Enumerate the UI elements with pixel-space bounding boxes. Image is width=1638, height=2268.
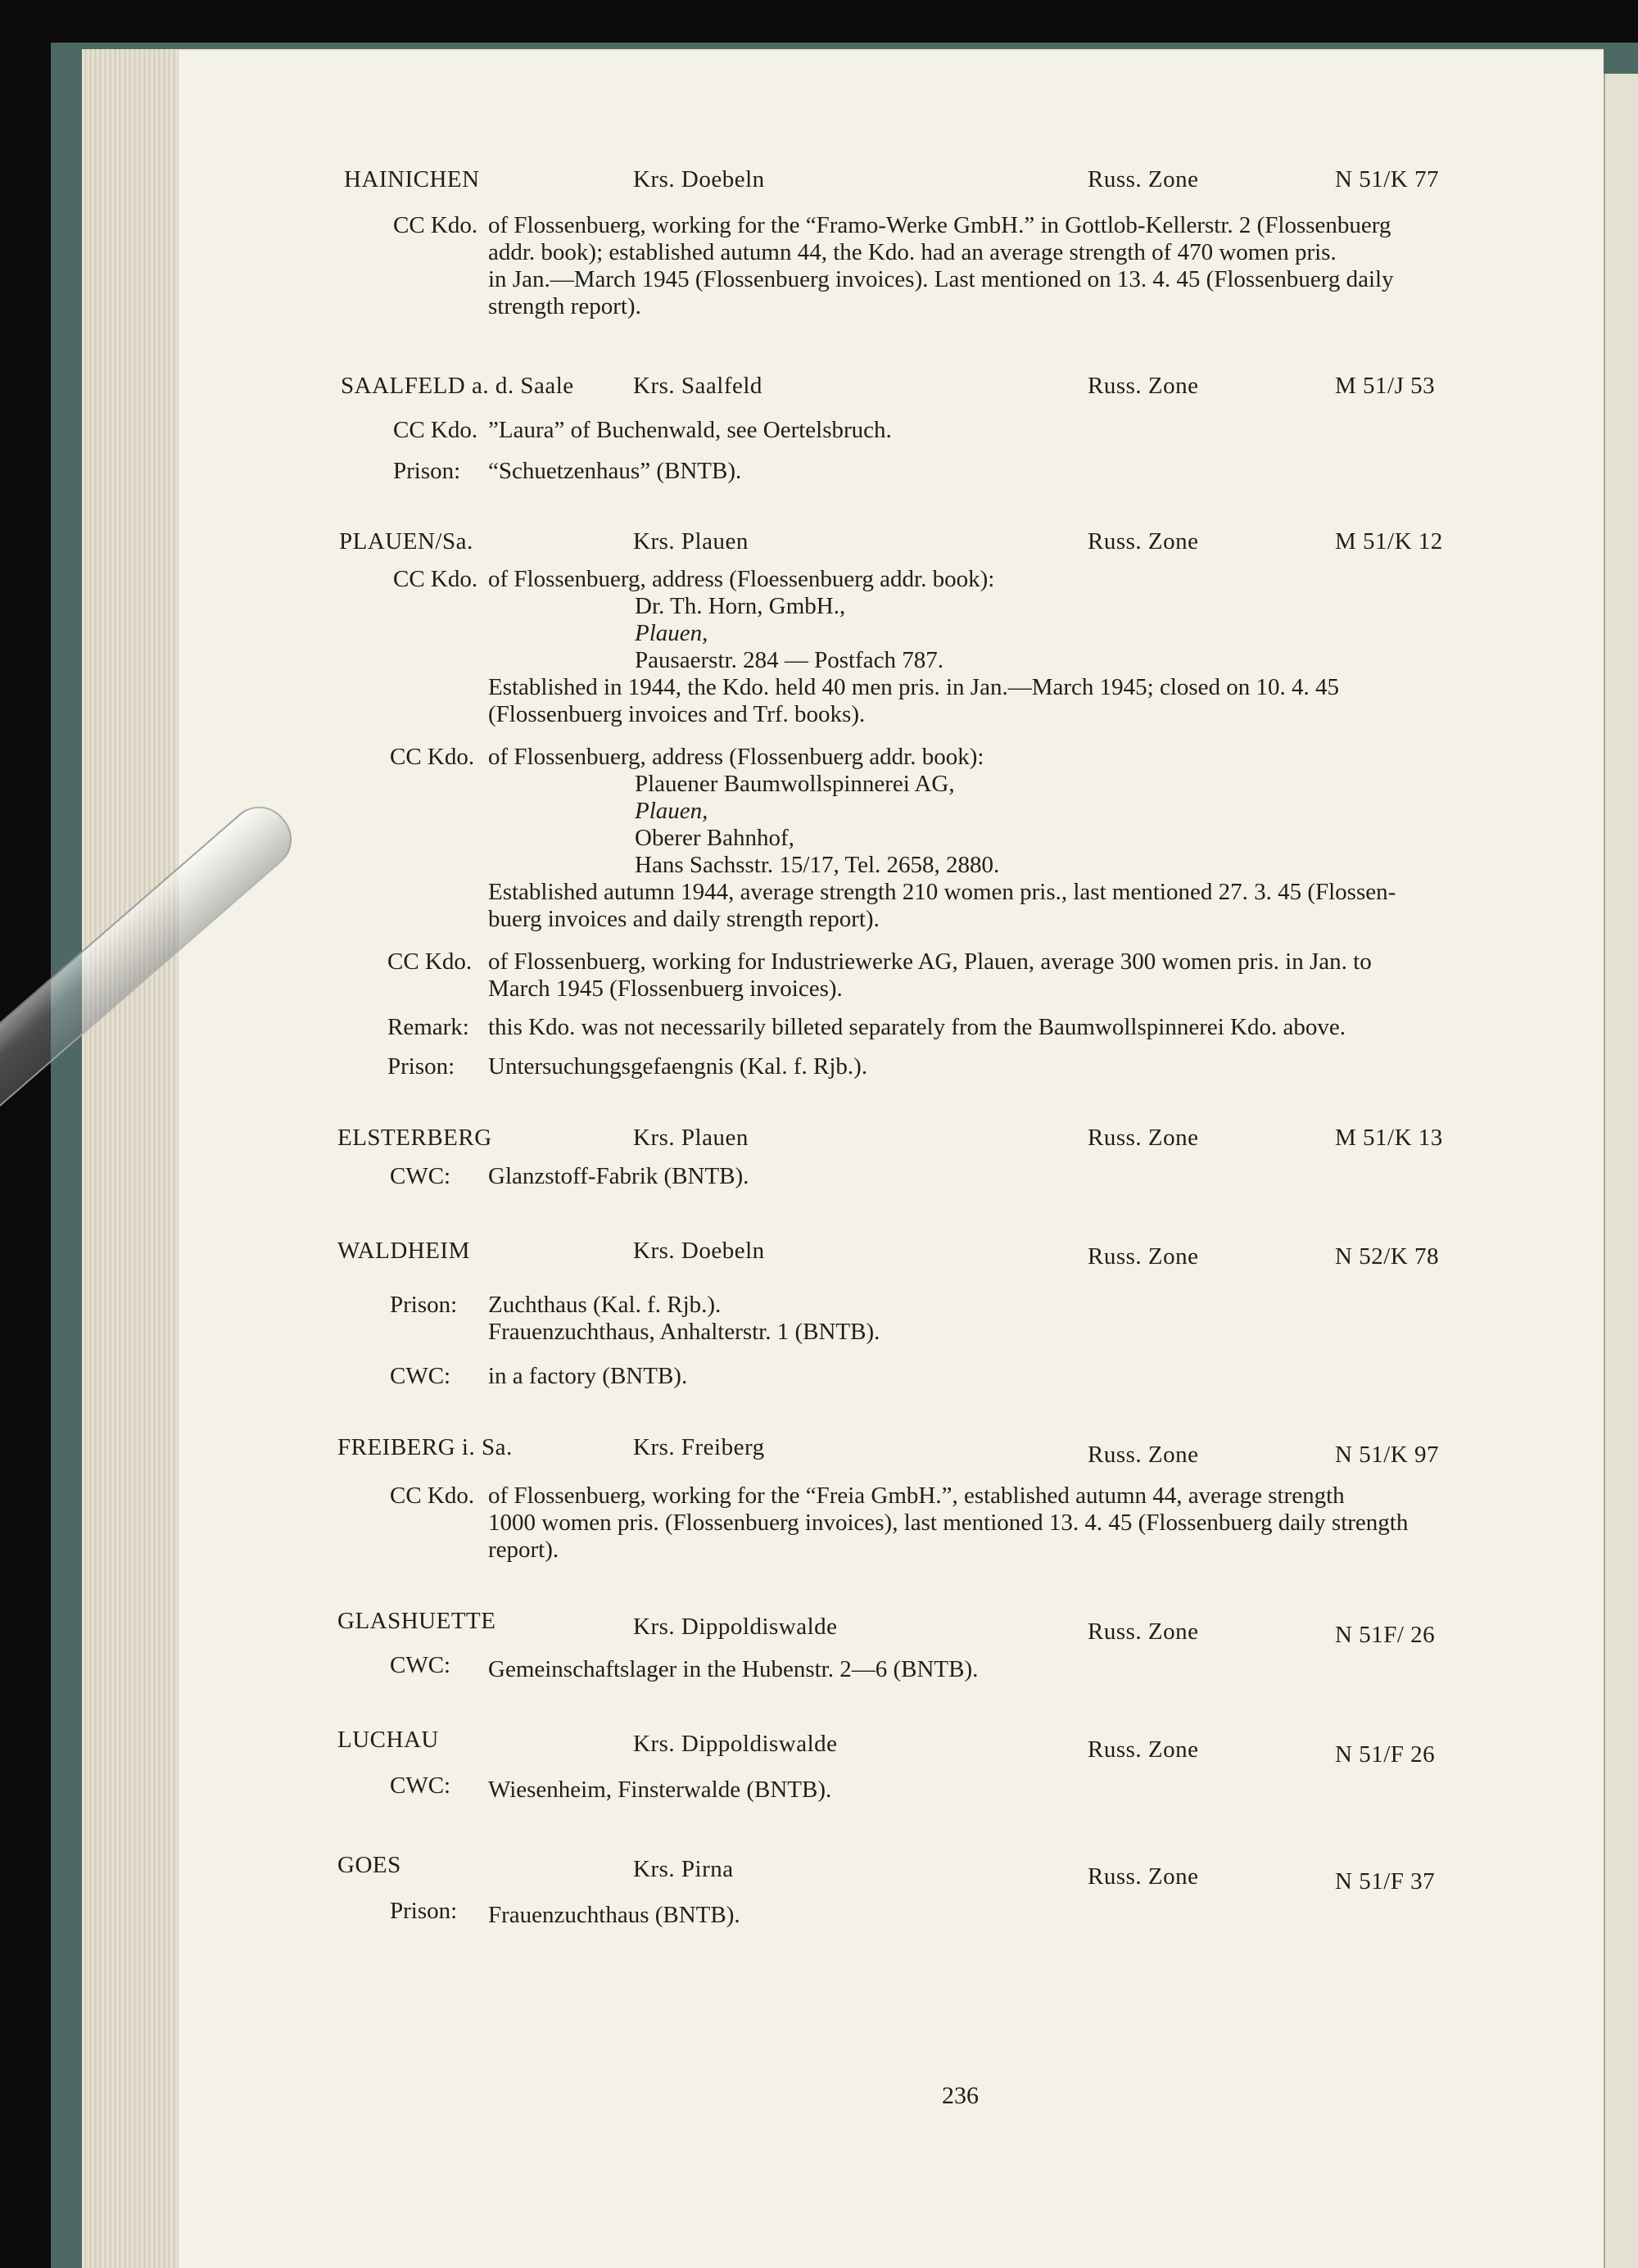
entry-district: Krs. Plauen	[633, 1125, 749, 1151]
entry-grid: N 51/F 37	[1335, 1868, 1436, 1895]
entry-line: Established in 1944, the Kdo. held 40 men pris. in Jan.—March 1945; closed on 10. 4. 45	[488, 674, 1340, 700]
entry-district: Krs. Doebeln	[633, 1238, 765, 1264]
entry-district: Krs. Plauen	[633, 528, 749, 555]
page-number: 236	[942, 2082, 979, 2109]
entry-line: Frauenzuchthaus, Anhalterstr. 1 (BNTB).	[488, 1319, 880, 1345]
entry-line: Gemeinschaftslager in the Hubenstr. 2—6 (BNTB).	[488, 1656, 979, 1682]
entry-line: “Schuetzenhaus” (BNTB).	[488, 458, 742, 484]
entry-zone: Russ. Zone	[1088, 1125, 1199, 1151]
entry-grid: N 51F/ 26	[1335, 1622, 1436, 1648]
entry-label: CWC:	[390, 1163, 451, 1189]
entry-label: Prison:	[393, 458, 461, 484]
entry-label: CC Kdo.	[390, 1483, 475, 1509]
entry-place: SAALFELD a. d. Saale	[341, 373, 574, 399]
entry-label: Prison:	[390, 1292, 458, 1318]
entry-zone: Russ. Zone	[1088, 1618, 1199, 1645]
entry-line: March 1945 (Flossenbuerg invoices).	[488, 976, 843, 1002]
entry-label: CC Kdo.	[393, 212, 478, 238]
entry-line: (Flossenbuerg invoices and Trf. books).	[488, 701, 866, 727]
entry-line: Untersuchungsgefaengnis (Kal. f. Rjb.).	[488, 1053, 868, 1080]
entry-line: Wiesenheim, Finsterwalde (BNTB).	[488, 1777, 832, 1803]
entry-label: CC Kdo.	[387, 948, 473, 975]
entry-grid: N 52/K 78	[1335, 1243, 1439, 1270]
entry-line: addr. book); established autumn 44, the Kdo. had an average strength of 470 women pris.	[488, 239, 1337, 265]
entry-label: CWC:	[390, 1363, 451, 1389]
entry-grid: N 51/K 77	[1335, 166, 1439, 192]
entry-line: of Flossenbuerg, address (Floessenbuerg addr. book):	[488, 566, 995, 592]
entry-line: report).	[488, 1537, 559, 1563]
entry-line: this Kdo. was not necessarily billeted separately from the Baumwollspinnerei Kdo. above.	[488, 1014, 1346, 1040]
entry-line: buerg invoices and daily strength report).	[488, 906, 880, 932]
entry-place: PLAUEN/Sa.	[339, 528, 473, 555]
entry-zone: Russ. Zone	[1088, 1736, 1199, 1763]
entry-zone: Russ. Zone	[1088, 1442, 1199, 1468]
entry-zone: Russ. Zone	[1088, 166, 1199, 192]
entry-label: CWC:	[390, 1772, 451, 1799]
entry-place: WALDHEIM	[337, 1238, 470, 1264]
entry-place: GLASHUETTE	[337, 1608, 496, 1634]
entry-district: Krs. Dippoldiswalde	[633, 1614, 838, 1640]
entry-zone: Russ. Zone	[1088, 373, 1199, 399]
entry-label: CWC:	[390, 1652, 451, 1678]
entry-zone: Russ. Zone	[1088, 528, 1199, 555]
entry-line: 1000 women pris. (Flossenbuerg invoices), last mentioned 13. 4. 45 (Flossenbuerg daily strength	[488, 1510, 1409, 1536]
address-line: Pausaerstr. 284 — Postfach 787.	[635, 647, 943, 673]
entry-label: CC Kdo.	[393, 417, 478, 443]
address-line: Dr. Th. Horn, GmbH.,	[635, 593, 846, 619]
entry-zone: Russ. Zone	[1088, 1863, 1199, 1890]
entry-grid: M 51/J 53	[1335, 373, 1436, 399]
entry-line: strength report).	[488, 293, 641, 319]
entry-place: GOES	[337, 1852, 401, 1878]
entry-district: Krs. Pirna	[633, 1856, 734, 1882]
entry-line: in Jan.—March 1945 (Flossenbuerg invoices). Last mentioned on 13. 4. 45 (Flossenbuerg daily	[488, 266, 1394, 292]
entry-label: Prison:	[387, 1053, 455, 1080]
entry-district: Krs. Doebeln	[633, 166, 765, 192]
entry-district: Krs. Saalfeld	[633, 373, 762, 399]
entry-grid: N 51/F 26	[1335, 1741, 1436, 1768]
address-line: Plauen,	[635, 620, 708, 646]
entry-line: of Flossenbuerg, working for the “Freia GmbH.”, established autumn 44, average strength	[488, 1483, 1345, 1509]
address-line: Oberer Bahnhof,	[635, 825, 794, 851]
entry-line: of Flossenbuerg, working for Industriewerke AG, Plauen, average 300 women pris. in Jan. to	[488, 948, 1372, 975]
entry-district: Krs. Freiberg	[633, 1434, 765, 1460]
entry-grid: M 51/K 12	[1335, 528, 1443, 555]
document-page	[179, 51, 1604, 2268]
address-line: Plauener Baumwollspinnerei AG,	[635, 771, 955, 797]
entry-grid: M 51/K 13	[1335, 1125, 1443, 1151]
entry-label: Prison:	[390, 1898, 458, 1924]
entry-line: Frauenzuchthaus (BNTB).	[488, 1902, 740, 1928]
entry-line: Established autumn 1944, average strength 210 women pris., last mentioned 27. 3. 45 (Flossen-	[488, 879, 1396, 905]
entry-line: of Flossenbuerg, working for the “Framo-Werke GmbH.” in Gottlob-Kellerstr. 2 (Flossenbuerg	[488, 212, 1391, 238]
entry-place: LUCHAU	[337, 1727, 439, 1753]
entry-line: ”Laura” of Buchenwald, see Oertelsbruch.	[488, 417, 892, 443]
entry-line: of Flossenbuerg, address (Flossenbuerg addr. book):	[488, 744, 984, 770]
entry-line: Zuchthaus (Kal. f. Rjb.).	[488, 1292, 722, 1318]
entry-line: in a factory (BNTB).	[488, 1363, 688, 1389]
entry-place: FREIBERG i. Sa.	[337, 1434, 513, 1460]
entry-grid: N 51/K 97	[1335, 1442, 1439, 1468]
entry-place: HAINICHEN	[344, 166, 480, 192]
entry-label: Remark:	[387, 1014, 469, 1040]
entry-label: CC Kdo.	[393, 566, 478, 592]
facing-page-edge	[1604, 74, 1638, 2268]
address-line: Hans Sachsstr. 15/17, Tel. 2658, 2880.	[635, 852, 1000, 878]
entry-line: Glanzstoff-Fabrik (BNTB).	[488, 1163, 749, 1189]
entry-district: Krs. Dippoldiswalde	[633, 1731, 838, 1757]
address-line: Plauen,	[635, 798, 708, 824]
entry-place: ELSTERBERG	[337, 1125, 492, 1151]
page-edges	[82, 49, 179, 2268]
entry-zone: Russ. Zone	[1088, 1243, 1199, 1270]
entry-label: CC Kdo.	[390, 744, 475, 770]
